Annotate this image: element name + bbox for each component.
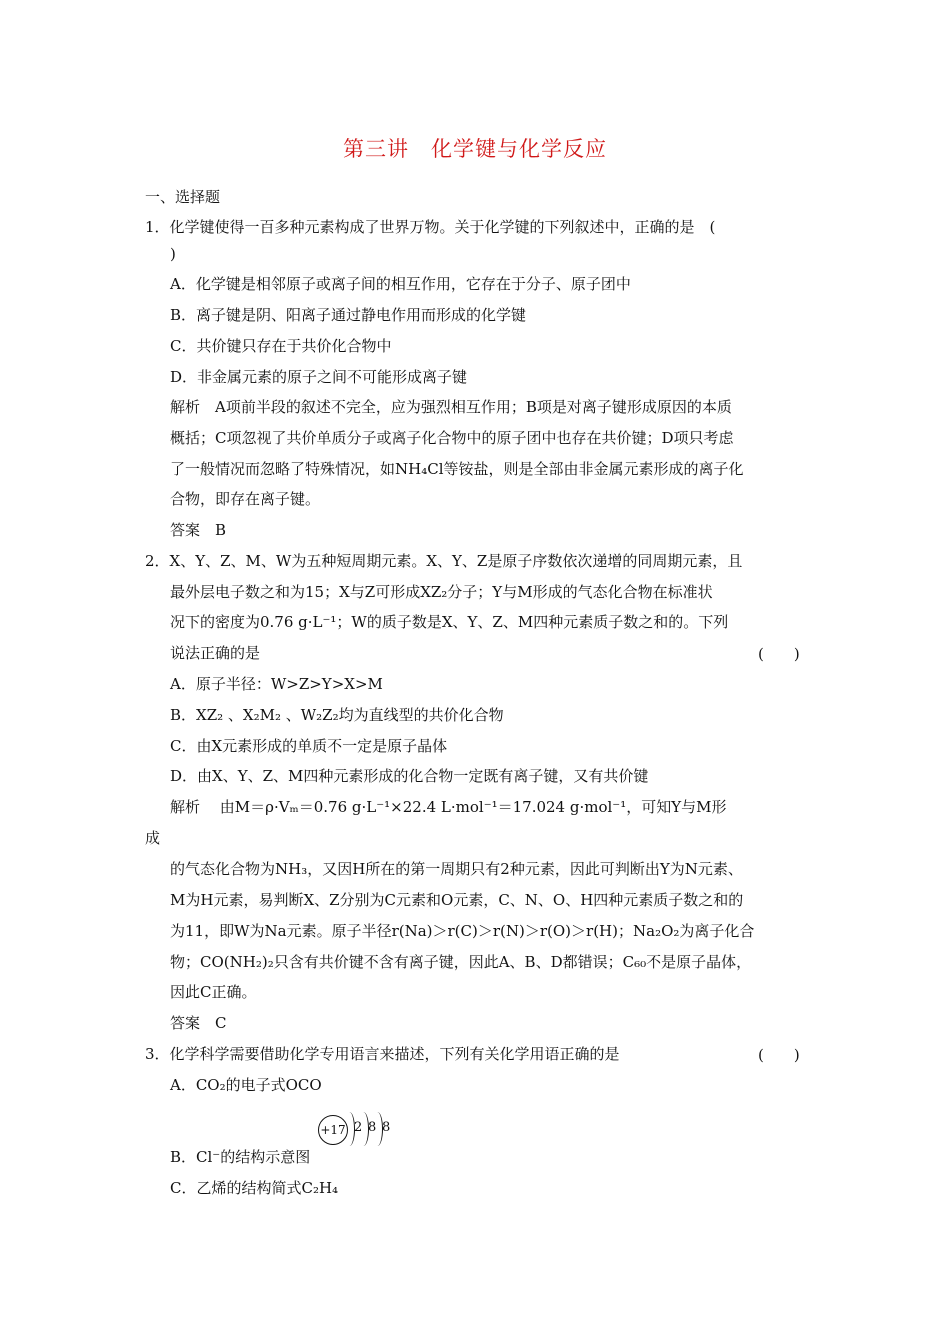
q2-stem-line: 2．X、Y、Z、M、W为五种短周期元素。X、Y、Z是原子序数依次递增的同周期元素，且	[145, 552, 743, 570]
q3-option-b: B．Cl⁻的结构示意图	[170, 1148, 311, 1166]
q1-stem: 1．化学键使得一百多种元素构成了世界万物。关于化学键的下列叙述中，正确的是 (	[145, 218, 716, 236]
q2-analysis-line: M为H元素，易判断X、Z分别为C元素和O元素，C、N、O、H四种元素质子数之和的	[170, 891, 744, 909]
q1-option-d: D．非金属元素的原子之间不可能形成离子键	[170, 368, 468, 386]
q2-analysis-first: 解析 由M＝ρ·Vₘ＝0.76 g·L⁻¹×22.4 L·mol⁻¹＝17.024 g·mol⁻¹，可知Y与M形	[170, 798, 727, 816]
q2-stem-line: 说法正确的是	[170, 644, 261, 662]
q1-option-c: C．共价键只存在于共价化合物中	[170, 337, 392, 355]
q1-analysis-line: 概括；C项忽视了共价单质分子或离子化合物中的原子团中也存在共价键；D项只考虑	[170, 429, 734, 447]
section-heading: 一、选择题	[145, 188, 221, 206]
chloride-ion-structure-diagram	[318, 1112, 398, 1152]
nucleus-charge: +17	[318, 1115, 348, 1145]
q2-option-b: B．XZ₂ 、X₂M₂ 、W₂Z₂均为直线型的共价化合物	[170, 706, 504, 724]
q3-stem: 3．化学科学需要借助化学专用语言来描述，下列有关化学用语正确的是	[145, 1045, 620, 1063]
q1-analysis-line: 解析 A项前半段的叙述不完全，应为强烈相互作用；B项是对离子键形成原因的本质	[170, 398, 732, 416]
q2-option-a: A．原子半径：W>Z>Y>X>M	[170, 675, 383, 693]
q1-option-b: B．离子键是阴、阳离子通过静电作用而形成的化学键	[170, 306, 527, 324]
q1-answer: 答案 B	[170, 521, 227, 539]
shell-count: 8	[382, 1120, 391, 1135]
q1-analysis-line: 合物，即存在离子键。	[170, 490, 321, 508]
q2-stem-line: 最外层电子数之和为15；X与Z可形成XZ₂分子；Y与M形成的气态化合物在标准状	[170, 583, 713, 601]
q2-analysis-line: 为11，即W为Na元素。原子半径r(Na)＞r(C)＞r(N)＞r(O)＞r(H)；Na₂O₂为离子化合	[170, 922, 755, 940]
page-title: 第三讲 化学键与化学反应	[343, 137, 607, 161]
shell-count: 2	[354, 1120, 363, 1135]
q2-answer-bracket: ( )	[758, 645, 800, 663]
q3-answer-bracket: ( )	[758, 1046, 800, 1064]
q2-option-d: D．由X、Y、Z、M四种元素形成的化合物一定既有离子键，又有共价键	[170, 767, 649, 785]
q2-option-c: C．由X元素形成的单质不一定是原子晶体	[170, 737, 448, 755]
q2-answer: 答案 C	[170, 1014, 227, 1032]
q2-analysis-line: 因此C正确。	[170, 983, 257, 1001]
q3-option-c: C．乙烯的结构简式C₂H₄	[170, 1179, 339, 1197]
q1-analysis-line: 了一般情况而忽略了特殊情况，如NH₄Cl等铵盐，则是全部由非金属元素形成的离子化	[170, 460, 744, 478]
q1-stem-end: )	[170, 245, 176, 263]
q2-analysis-line: 物；CO(NH₂)₂只含有共价键不含有离子键，因此A、B、D都错误；C₆₀不是原子晶体，	[170, 953, 752, 971]
shell-count: 8	[368, 1120, 377, 1135]
q1-option-a: A．化学键是相邻原子或离子间的相互作用，它存在于分子、原子团中	[170, 275, 631, 293]
q2-analysis-line: 的气态化合物为NH₃，又因H所在的第一周期只有2种元素，因此可判断出Y为N元素、	[170, 860, 743, 878]
q3-option-a: A．CO₂的电子式OCO	[170, 1076, 322, 1094]
q2-stem-line: 况下的密度为0.76 g·L⁻¹；W的质子数是X、Y、Z、M四种元素质子数之和的。下列	[170, 613, 729, 631]
q2-analysis-wrap: 成	[145, 829, 161, 847]
